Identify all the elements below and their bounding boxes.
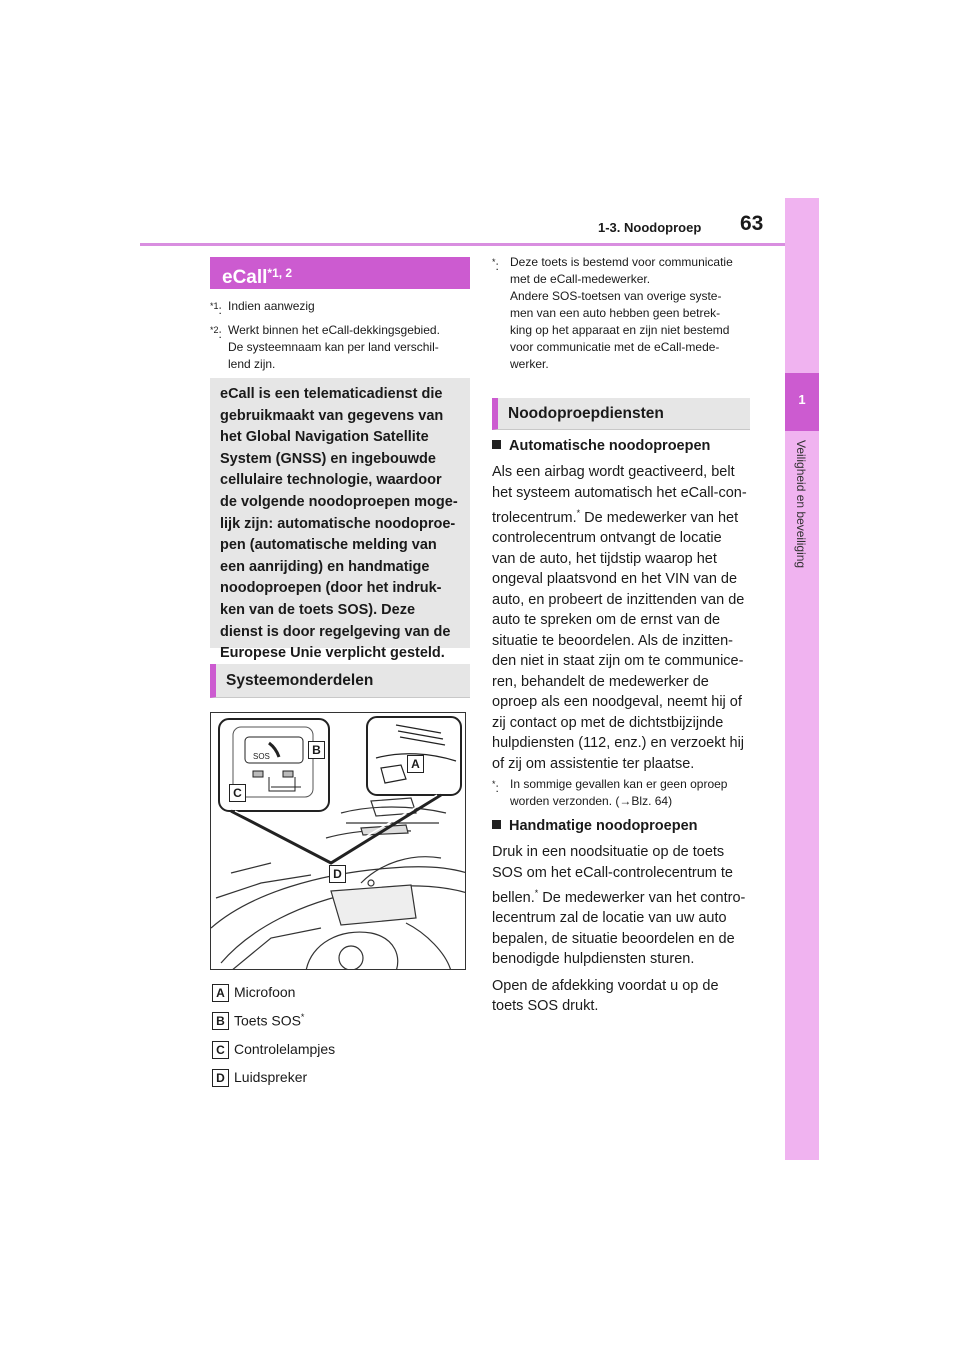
bullet-square-icon xyxy=(492,440,501,449)
footnote-1: $^{*1}$: Indien aanwezig xyxy=(210,299,315,317)
footnote-no-call: *: In sommige gevallen kan er geen oproep worden verzonden. (→Blz. 64) xyxy=(492,777,728,808)
legend-item-a: A Microfoon xyxy=(212,984,452,1012)
section-label: 1-3. Noodoproep xyxy=(598,220,702,235)
ecall-heading xyxy=(210,257,470,289)
automatic-body: Als een airbag wordt geactiveerd, belt het systeem automatisch het eCall-con- trolecentrum.* De medewerker van het controlecentrum ontvangt de locatie van de auto, het tijdstip waarop het ongeval plaatsvond en het VIN van de auto, en probeert de inzittenden van de auto te spreken om de ernst van de situatie te beoordelen. Als de inzitten- den niet in staat zijn om te communice- ren, behandelt de medewerker de oproep als een noodgeval, neemt hij of zij contact op met de dichtstbijzijnde hulpdiensten (112, enz.) en verzoekt hij of zij om assistentie ter plaatse. xyxy=(492,464,747,772)
chapter-side-tab xyxy=(785,198,819,1160)
legend-item-b: B Toets SOS* xyxy=(212,1012,452,1040)
automatic-heading: Automatische noodoproepen xyxy=(492,438,752,454)
sos-label: SOS xyxy=(253,752,270,761)
components-heading: Systeemonderdelen xyxy=(210,664,470,698)
system-components-figure xyxy=(210,712,466,970)
manual-body: Druk in een noodsituatie op de toets SOS om het eCall-controlecentrum te bellen.* De medewerker van het contro- lecentrum zal de locatie van uw auto bepalen, de situatie beoordelen en de benodigde hulpdiensten sturen. Open de afdekking voordat u op de toets SOS drukt. xyxy=(492,844,746,1015)
chapter-title: Veiligheid en beveiliging xyxy=(794,440,808,569)
car-interior-illustration xyxy=(211,713,466,970)
ecall-heading-sup: *1, 2 xyxy=(267,266,293,280)
intro-box: eCall is een telematicadienst die gebruikmaakt van gegevens van het Global Navigation Satellite System (GNSS) en ingebouwde cellulaire technologie, waardoor de volgende noodoproepen moge- lijk zijn: automatische noodoproe- pen (automatische melding van een aanrijding) en handmatige noodoproepen (door het indruk- ken van de toets SOS). Deze dienst is door regelgeving van de Europese Unie verplicht gesteld. xyxy=(210,378,470,648)
services-heading: Noodoproepdiensten xyxy=(492,398,750,430)
page-number: 63 xyxy=(740,212,764,235)
callout-c: C xyxy=(229,784,246,802)
callout-a: A xyxy=(407,755,424,773)
legend-item-c: C Controlelampjes xyxy=(212,1041,452,1069)
manual-heading: Handmatige noodoproepen xyxy=(492,818,752,834)
bullet-square-icon xyxy=(492,820,501,829)
callout-b: B xyxy=(308,741,325,759)
callout-d: D xyxy=(329,865,346,883)
chapter-number: 1 xyxy=(798,392,806,407)
header-rule xyxy=(140,243,785,246)
ecall-heading-title: eCall xyxy=(222,267,268,288)
legend-item-d: D Luidspreker xyxy=(212,1069,452,1097)
footnote-sos-key: *: Deze toets is bestemd voor communicatie met de eCall-medewerker. Andere SOS-toetsen van overige syste- men van een auto hebben geen betrek- king op het apparaat en zijn niet bestemd voor communicatie met de eCall-mede- werker. xyxy=(492,255,733,371)
footnote-2: $^{*2}$: Werkt binnen het eCall-dekkingsgebied. De systeemnaam kan per land verschil- lend zijn. xyxy=(210,323,440,371)
